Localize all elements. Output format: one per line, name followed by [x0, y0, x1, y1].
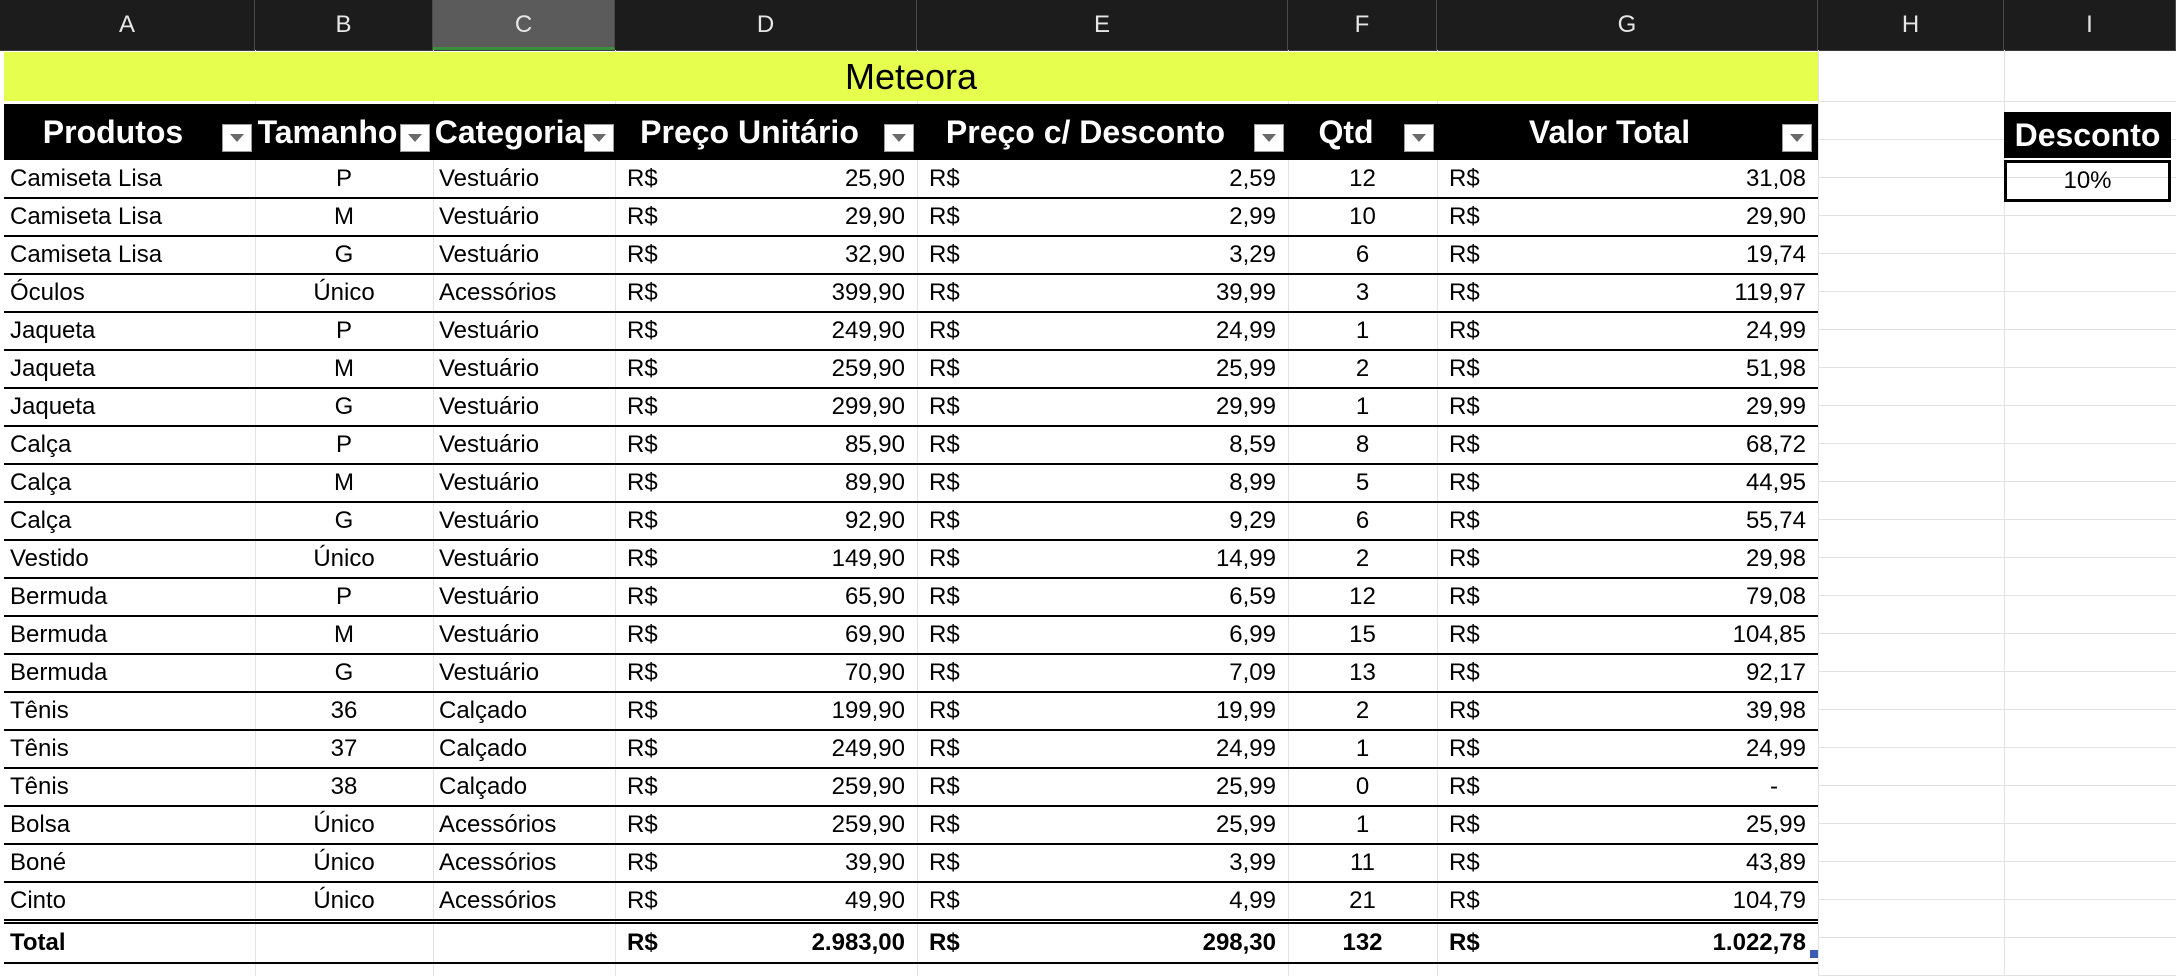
- cell-currency: R$: [627, 583, 658, 610]
- cell-tamanho[interactable]: 37: [330, 735, 358, 762]
- cell-valor-total[interactable]: 24,99: [1745, 735, 1806, 762]
- gridline: [1818, 861, 2176, 862]
- cell-categoria[interactable]: Vestuário: [439, 507, 540, 534]
- cell-currency: R$: [627, 735, 658, 762]
- cell-valor-total[interactable]: 119,97: [1734, 279, 1806, 306]
- cell-preco-unitario[interactable]: 25,90: [844, 165, 905, 192]
- cell-tamanho[interactable]: Único: [313, 887, 375, 914]
- gridline: [1818, 709, 2176, 710]
- cell-valor-total[interactable]: 29,90: [1745, 203, 1806, 230]
- cell-currency: R$: [627, 317, 658, 344]
- cell-produto[interactable]: Camiseta Lisa: [10, 241, 163, 268]
- filter-dropdown-icon[interactable]: [884, 124, 914, 152]
- cell-preco-unitario[interactable]: 32,90: [844, 241, 905, 268]
- cell-tamanho[interactable]: Único: [313, 279, 375, 306]
- cell-produto[interactable]: Camiseta Lisa: [10, 165, 163, 192]
- gridline: [1818, 101, 2176, 102]
- cell-qtd[interactable]: 2: [1355, 355, 1370, 382]
- cell-currency: R$: [627, 469, 658, 496]
- cell-qtd[interactable]: 8: [1355, 431, 1370, 458]
- gridline: [1818, 937, 2176, 938]
- cell-categoria[interactable]: Vestuário: [439, 165, 540, 192]
- cell-preco-desconto[interactable]: 24,99: [1215, 317, 1276, 344]
- cell-currency: R$: [929, 469, 960, 496]
- gridline: [1818, 443, 2176, 444]
- column-header-c[interactable]: C: [433, 0, 615, 50]
- cell-tamanho[interactable]: Único: [313, 849, 375, 876]
- gridline: [1818, 481, 2176, 482]
- cell-currency: R$: [929, 659, 960, 686]
- gridline: [1818, 329, 2176, 330]
- cell-qtd[interactable]: 1: [1355, 811, 1370, 838]
- cell-preco-desconto[interactable]: 4,99: [1229, 887, 1276, 914]
- gridline: [1818, 671, 2176, 672]
- cell-produto[interactable]: Óculos: [10, 279, 85, 306]
- column-header-b[interactable]: B: [255, 0, 433, 50]
- cell-currency: R$: [1449, 621, 1480, 648]
- filter-dropdown-icon[interactable]: [1404, 124, 1434, 152]
- header-3[interactable]: Preço Unitário: [640, 113, 859, 150]
- total-valor-total[interactable]: 1.022,78: [1712, 929, 1806, 956]
- cell-produto[interactable]: Calça: [10, 469, 72, 496]
- cell-categoria[interactable]: Vestuário: [439, 659, 540, 686]
- cell-categoria[interactable]: Vestuário: [439, 355, 540, 382]
- cell-currency: R$: [1449, 929, 1480, 956]
- gridline: [1818, 253, 2176, 254]
- gridline: [1818, 405, 2176, 406]
- cell-qtd[interactable]: 1: [1355, 393, 1370, 420]
- cell-valor-total[interactable]: 29,98: [1745, 545, 1806, 572]
- cell-currency: R$: [1449, 355, 1480, 382]
- cell-produto[interactable]: Tênis: [10, 773, 69, 800]
- column-header-g[interactable]: G: [1437, 0, 1818, 50]
- cell-currency: R$: [929, 545, 960, 572]
- cell-categoria[interactable]: Calçado: [439, 697, 528, 724]
- cell-preco-desconto[interactable]: 25,99: [1215, 355, 1276, 382]
- cell-categoria[interactable]: Vestuário: [439, 317, 540, 344]
- cell-preco-unitario[interactable]: 149,90: [831, 545, 905, 572]
- cell-currency: R$: [627, 241, 658, 268]
- column-header-f[interactable]: F: [1288, 0, 1437, 50]
- cell-currency: R$: [1449, 887, 1480, 914]
- cell-tamanho[interactable]: 38: [330, 773, 358, 800]
- total-qtd[interactable]: 132: [1342, 929, 1383, 956]
- cell-categoria[interactable]: Vestuário: [439, 469, 540, 496]
- header-1[interactable]: Tamanho: [257, 113, 398, 150]
- cell-valor-total[interactable]: 51,98: [1745, 355, 1806, 382]
- cell-preco-unitario[interactable]: 299,90: [831, 393, 905, 420]
- cell-preco-unitario[interactable]: 249,90: [831, 735, 905, 762]
- column-header-i[interactable]: I: [2004, 0, 2176, 50]
- cell-currency: R$: [627, 393, 658, 420]
- cell-currency: R$: [929, 355, 960, 382]
- cell-currency: R$: [627, 697, 658, 724]
- filter-dropdown-icon[interactable]: [1254, 124, 1284, 152]
- cell-valor-total[interactable]: 44,95: [1745, 469, 1806, 496]
- cell-currency: R$: [1449, 165, 1480, 192]
- cell-valor-total[interactable]: 104,79: [1732, 887, 1806, 914]
- cell-qtd[interactable]: 0: [1355, 773, 1370, 800]
- header-0[interactable]: Produtos: [42, 113, 184, 150]
- cell-tamanho[interactable]: G: [334, 507, 354, 534]
- cell-valor-total[interactable]: -: [1770, 773, 1778, 800]
- total-preco-unitario[interactable]: 2.983,00: [811, 929, 905, 956]
- cell-currency: R$: [1449, 393, 1480, 420]
- total-label[interactable]: Total: [10, 929, 66, 956]
- cell-currency: R$: [1449, 811, 1480, 838]
- cell-currency: R$: [1449, 203, 1480, 230]
- cell-preco-unitario[interactable]: 39,90: [844, 849, 905, 876]
- cell-currency: R$: [929, 279, 960, 306]
- cell-tamanho[interactable]: M: [334, 469, 354, 496]
- cell-currency: R$: [627, 811, 658, 838]
- cell-currency: R$: [1449, 849, 1480, 876]
- cell-preco-unitario[interactable]: 199,90: [831, 697, 905, 724]
- cell-currency: R$: [929, 697, 960, 724]
- cell-valor-total[interactable]: 104,85: [1732, 621, 1806, 648]
- cell-categoria[interactable]: Vestuário: [439, 431, 540, 458]
- cell-preco-desconto[interactable]: 3,29: [1229, 241, 1276, 268]
- cell-currency: R$: [1449, 583, 1480, 610]
- cell-qtd[interactable]: 2: [1355, 697, 1370, 724]
- cell-tamanho[interactable]: M: [334, 355, 354, 382]
- cell-qtd[interactable]: 5: [1355, 469, 1370, 496]
- cell-tamanho[interactable]: 36: [330, 697, 358, 724]
- cell-categoria[interactable]: Acessórios: [439, 849, 557, 876]
- cell-currency: R$: [627, 659, 658, 686]
- gridline: [1818, 595, 2176, 596]
- gridline: [1818, 785, 2176, 786]
- gridline: [1818, 823, 2176, 824]
- cell-currency: R$: [1449, 241, 1480, 268]
- cell-tamanho[interactable]: M: [334, 621, 354, 648]
- cell-currency: R$: [1449, 545, 1480, 572]
- cell-currency: R$: [1449, 697, 1480, 724]
- cell-qtd[interactable]: 6: [1355, 507, 1370, 534]
- filter-dropdown-icon[interactable]: [222, 124, 252, 152]
- cell-currency: R$: [627, 545, 658, 572]
- cell-preco-desconto[interactable]: 25,99: [1215, 811, 1276, 838]
- cell-produto[interactable]: Cinto: [10, 887, 67, 914]
- cell-currency: R$: [627, 507, 658, 534]
- cell-currency: R$: [929, 203, 960, 230]
- cell-currency: R$: [929, 317, 960, 344]
- cell-currency: R$: [1449, 431, 1480, 458]
- cell-preco-unitario[interactable]: 259,90: [831, 811, 905, 838]
- cell-preco-unitario[interactable]: 259,90: [831, 355, 905, 382]
- cell-preco-unitario[interactable]: 85,90: [844, 431, 905, 458]
- cell-preco-unitario[interactable]: 249,90: [831, 317, 905, 344]
- cell-categoria[interactable]: Acessórios: [439, 279, 557, 306]
- gridline: [1818, 747, 2176, 748]
- sheet-title[interactable]: Meteora: [4, 52, 1818, 101]
- cell-produto[interactable]: Bermuda: [10, 583, 108, 610]
- cell-tamanho[interactable]: P: [335, 317, 352, 344]
- cell-produto[interactable]: Boné: [10, 849, 67, 876]
- cell-preco-desconto[interactable]: 7,09: [1229, 659, 1276, 686]
- cell-qtd[interactable]: 12: [1349, 165, 1376, 192]
- cell-preco-unitario[interactable]: 89,90: [844, 469, 905, 496]
- cell-preco-unitario[interactable]: 399,90: [831, 279, 905, 306]
- cell-currency: R$: [929, 621, 960, 648]
- cell-tamanho[interactable]: M: [334, 203, 354, 230]
- cell-produto[interactable]: Vestido: [10, 545, 89, 572]
- fill-handle[interactable]: [1810, 950, 1818, 958]
- discount-header[interactable]: Desconto: [2004, 112, 2171, 158]
- column-header-d[interactable]: D: [615, 0, 917, 50]
- cell-currency: R$: [627, 355, 658, 382]
- cell-currency: R$: [929, 583, 960, 610]
- cell-currency: R$: [627, 431, 658, 458]
- cell-currency: R$: [929, 431, 960, 458]
- cell-currency: R$: [1449, 469, 1480, 496]
- cell-produto[interactable]: Calça: [10, 431, 72, 458]
- cell-currency: R$: [929, 507, 960, 534]
- gridline: [1818, 367, 2176, 368]
- gridline: [1818, 215, 2176, 216]
- column-header-e[interactable]: E: [917, 0, 1288, 50]
- cell-valor-total[interactable]: 92,17: [1745, 659, 1806, 686]
- cell-tamanho[interactable]: P: [335, 431, 352, 458]
- cell-tamanho[interactable]: P: [335, 583, 352, 610]
- cell-currency: R$: [627, 203, 658, 230]
- cell-preco-desconto[interactable]: 25,99: [1215, 773, 1276, 800]
- cell-preco-desconto[interactable]: 2,59: [1229, 165, 1276, 192]
- cell-preco-unitario[interactable]: 259,90: [831, 773, 905, 800]
- cell-preco-desconto[interactable]: 8,59: [1229, 431, 1276, 458]
- cell-currency: R$: [929, 241, 960, 268]
- cell-qtd[interactable]: 1: [1355, 317, 1370, 344]
- cell-categoria[interactable]: Vestuário: [439, 393, 540, 420]
- cell-qtd[interactable]: 13: [1349, 659, 1376, 686]
- cell-currency: R$: [627, 929, 658, 956]
- cell-categoria[interactable]: Calçado: [439, 773, 528, 800]
- cell-currency: R$: [1449, 279, 1480, 306]
- cell-tamanho[interactable]: P: [335, 165, 352, 192]
- cell-produto[interactable]: Tênis: [10, 697, 69, 724]
- cell-preco-desconto[interactable]: 14,99: [1215, 545, 1276, 572]
- cell-currency: R$: [929, 735, 960, 762]
- cell-qtd[interactable]: 15: [1349, 621, 1376, 648]
- cell-currency: R$: [627, 279, 658, 306]
- cell-preco-desconto[interactable]: 19,99: [1215, 697, 1276, 724]
- cell-qtd[interactable]: 2: [1355, 545, 1370, 572]
- header-4[interactable]: Preço c/ Desconto: [945, 113, 1226, 150]
- cell-preco-desconto[interactable]: 2,99: [1229, 203, 1276, 230]
- cell-produto[interactable]: Jaqueta: [10, 317, 96, 344]
- cell-preco-desconto[interactable]: 6,59: [1229, 583, 1276, 610]
- cell-valor-total[interactable]: 19,74: [1745, 241, 1806, 268]
- cell-preco-desconto[interactable]: 3,99: [1229, 849, 1276, 876]
- gridline: [1818, 557, 2176, 558]
- cell-preco-desconto[interactable]: 8,99: [1229, 469, 1276, 496]
- cell-valor-total[interactable]: 39,98: [1745, 697, 1806, 724]
- cell-valor-total[interactable]: 68,72: [1745, 431, 1806, 458]
- cell-categoria[interactable]: Calçado: [439, 735, 528, 762]
- cell-preco-unitario[interactable]: 92,90: [844, 507, 905, 534]
- cell-valor-total[interactable]: 43,89: [1745, 849, 1806, 876]
- cell-categoria[interactable]: Vestuário: [439, 621, 540, 648]
- cell-tamanho[interactable]: G: [334, 393, 354, 420]
- discount-value-cell[interactable]: 10%: [2004, 160, 2171, 202]
- cell-produto[interactable]: Jaqueta: [10, 355, 96, 382]
- header-2[interactable]: Categoria: [434, 113, 583, 150]
- cell-valor-total[interactable]: 24,99: [1745, 317, 1806, 344]
- cell-produto[interactable]: Jaqueta: [10, 393, 96, 420]
- cell-preco-unitario[interactable]: 69,90: [844, 621, 905, 648]
- cell-preco-desconto[interactable]: 24,99: [1215, 735, 1276, 762]
- cell-categoria[interactable]: Vestuário: [439, 241, 540, 268]
- cell-valor-total[interactable]: 79,08: [1745, 583, 1806, 610]
- cell-currency: R$: [1449, 735, 1480, 762]
- header-5[interactable]: Qtd: [1318, 113, 1374, 150]
- cell-categoria[interactable]: Vestuário: [439, 545, 540, 572]
- cell-currency: R$: [1449, 317, 1480, 344]
- cell-qtd[interactable]: 1: [1355, 735, 1370, 762]
- cell-tamanho[interactable]: Único: [313, 545, 375, 572]
- column-header-h[interactable]: H: [1818, 0, 2004, 50]
- cell-currency: R$: [929, 811, 960, 838]
- gridline: [1818, 50, 1819, 976]
- filter-dropdown-icon[interactable]: [1782, 124, 1812, 152]
- cell-produto[interactable]: Camiseta Lisa: [10, 203, 163, 230]
- cell-qtd[interactable]: 11: [1350, 849, 1375, 876]
- cell-valor-total[interactable]: 55,74: [1745, 507, 1806, 534]
- cell-valor-total[interactable]: 25,99: [1745, 811, 1806, 838]
- gridline: [1818, 633, 2176, 634]
- cell-qtd[interactable]: 12: [1349, 583, 1376, 610]
- cell-qtd[interactable]: 21: [1349, 887, 1376, 914]
- total-preco-desconto[interactable]: 298,30: [1202, 929, 1276, 956]
- cell-currency: R$: [1449, 773, 1480, 800]
- cell-preco-unitario[interactable]: 65,90: [844, 583, 905, 610]
- filter-dropdown-icon[interactable]: [400, 124, 430, 152]
- column-header-a[interactable]: A: [0, 0, 255, 50]
- cell-preco-unitario[interactable]: 49,90: [844, 887, 905, 914]
- cell-currency: R$: [929, 849, 960, 876]
- cell-currency: R$: [627, 165, 658, 192]
- cell-tamanho[interactable]: Único: [313, 811, 375, 838]
- total-bottom-border: [4, 962, 1818, 964]
- gridline: [1818, 519, 2176, 520]
- cell-preco-unitario[interactable]: 70,90: [844, 659, 905, 686]
- cell-tamanho[interactable]: G: [334, 241, 354, 268]
- cell-currency: R$: [1449, 507, 1480, 534]
- cell-qtd[interactable]: 10: [1349, 203, 1376, 230]
- cell-tamanho[interactable]: G: [334, 659, 354, 686]
- cell-preco-desconto[interactable]: 6,99: [1229, 621, 1276, 648]
- filter-dropdown-icon[interactable]: [584, 124, 614, 152]
- cell-currency: R$: [929, 773, 960, 800]
- cell-valor-total[interactable]: 29,99: [1745, 393, 1806, 420]
- cell-categoria[interactable]: Vestuário: [439, 203, 540, 230]
- cell-categoria[interactable]: Acessórios: [439, 811, 557, 838]
- gridline: [1818, 899, 2176, 900]
- cell-currency: R$: [929, 929, 960, 956]
- cell-currency: R$: [627, 887, 658, 914]
- cell-categoria[interactable]: Vestuário: [439, 583, 540, 610]
- cell-categoria[interactable]: Acessórios: [439, 887, 557, 914]
- cell-currency: R$: [627, 621, 658, 648]
- cell-produto[interactable]: Bermuda: [10, 621, 108, 648]
- cell-currency: R$: [929, 393, 960, 420]
- row-border: [4, 919, 1818, 921]
- cell-preco-desconto[interactable]: 9,29: [1229, 507, 1276, 534]
- cell-currency: R$: [1449, 659, 1480, 686]
- gridline: [1818, 291, 2176, 292]
- cell-produto[interactable]: Bolsa: [10, 811, 71, 838]
- cell-produto[interactable]: Calça: [10, 507, 72, 534]
- cell-currency: R$: [929, 887, 960, 914]
- cell-produto[interactable]: Tênis: [10, 735, 69, 762]
- cell-preco-desconto[interactable]: 39,99: [1215, 279, 1276, 306]
- cell-currency: R$: [627, 773, 658, 800]
- cell-preco-unitario[interactable]: 29,90: [844, 203, 905, 230]
- cell-qtd[interactable]: 6: [1355, 241, 1370, 268]
- cell-currency: R$: [627, 849, 658, 876]
- header-6[interactable]: Valor Total: [1528, 113, 1691, 150]
- cell-preco-desconto[interactable]: 29,99: [1215, 393, 1276, 420]
- cell-produto[interactable]: Bermuda: [10, 659, 108, 686]
- cell-qtd[interactable]: 3: [1355, 279, 1370, 306]
- cell-currency: R$: [929, 165, 960, 192]
- cell-valor-total[interactable]: 31,08: [1745, 165, 1806, 192]
